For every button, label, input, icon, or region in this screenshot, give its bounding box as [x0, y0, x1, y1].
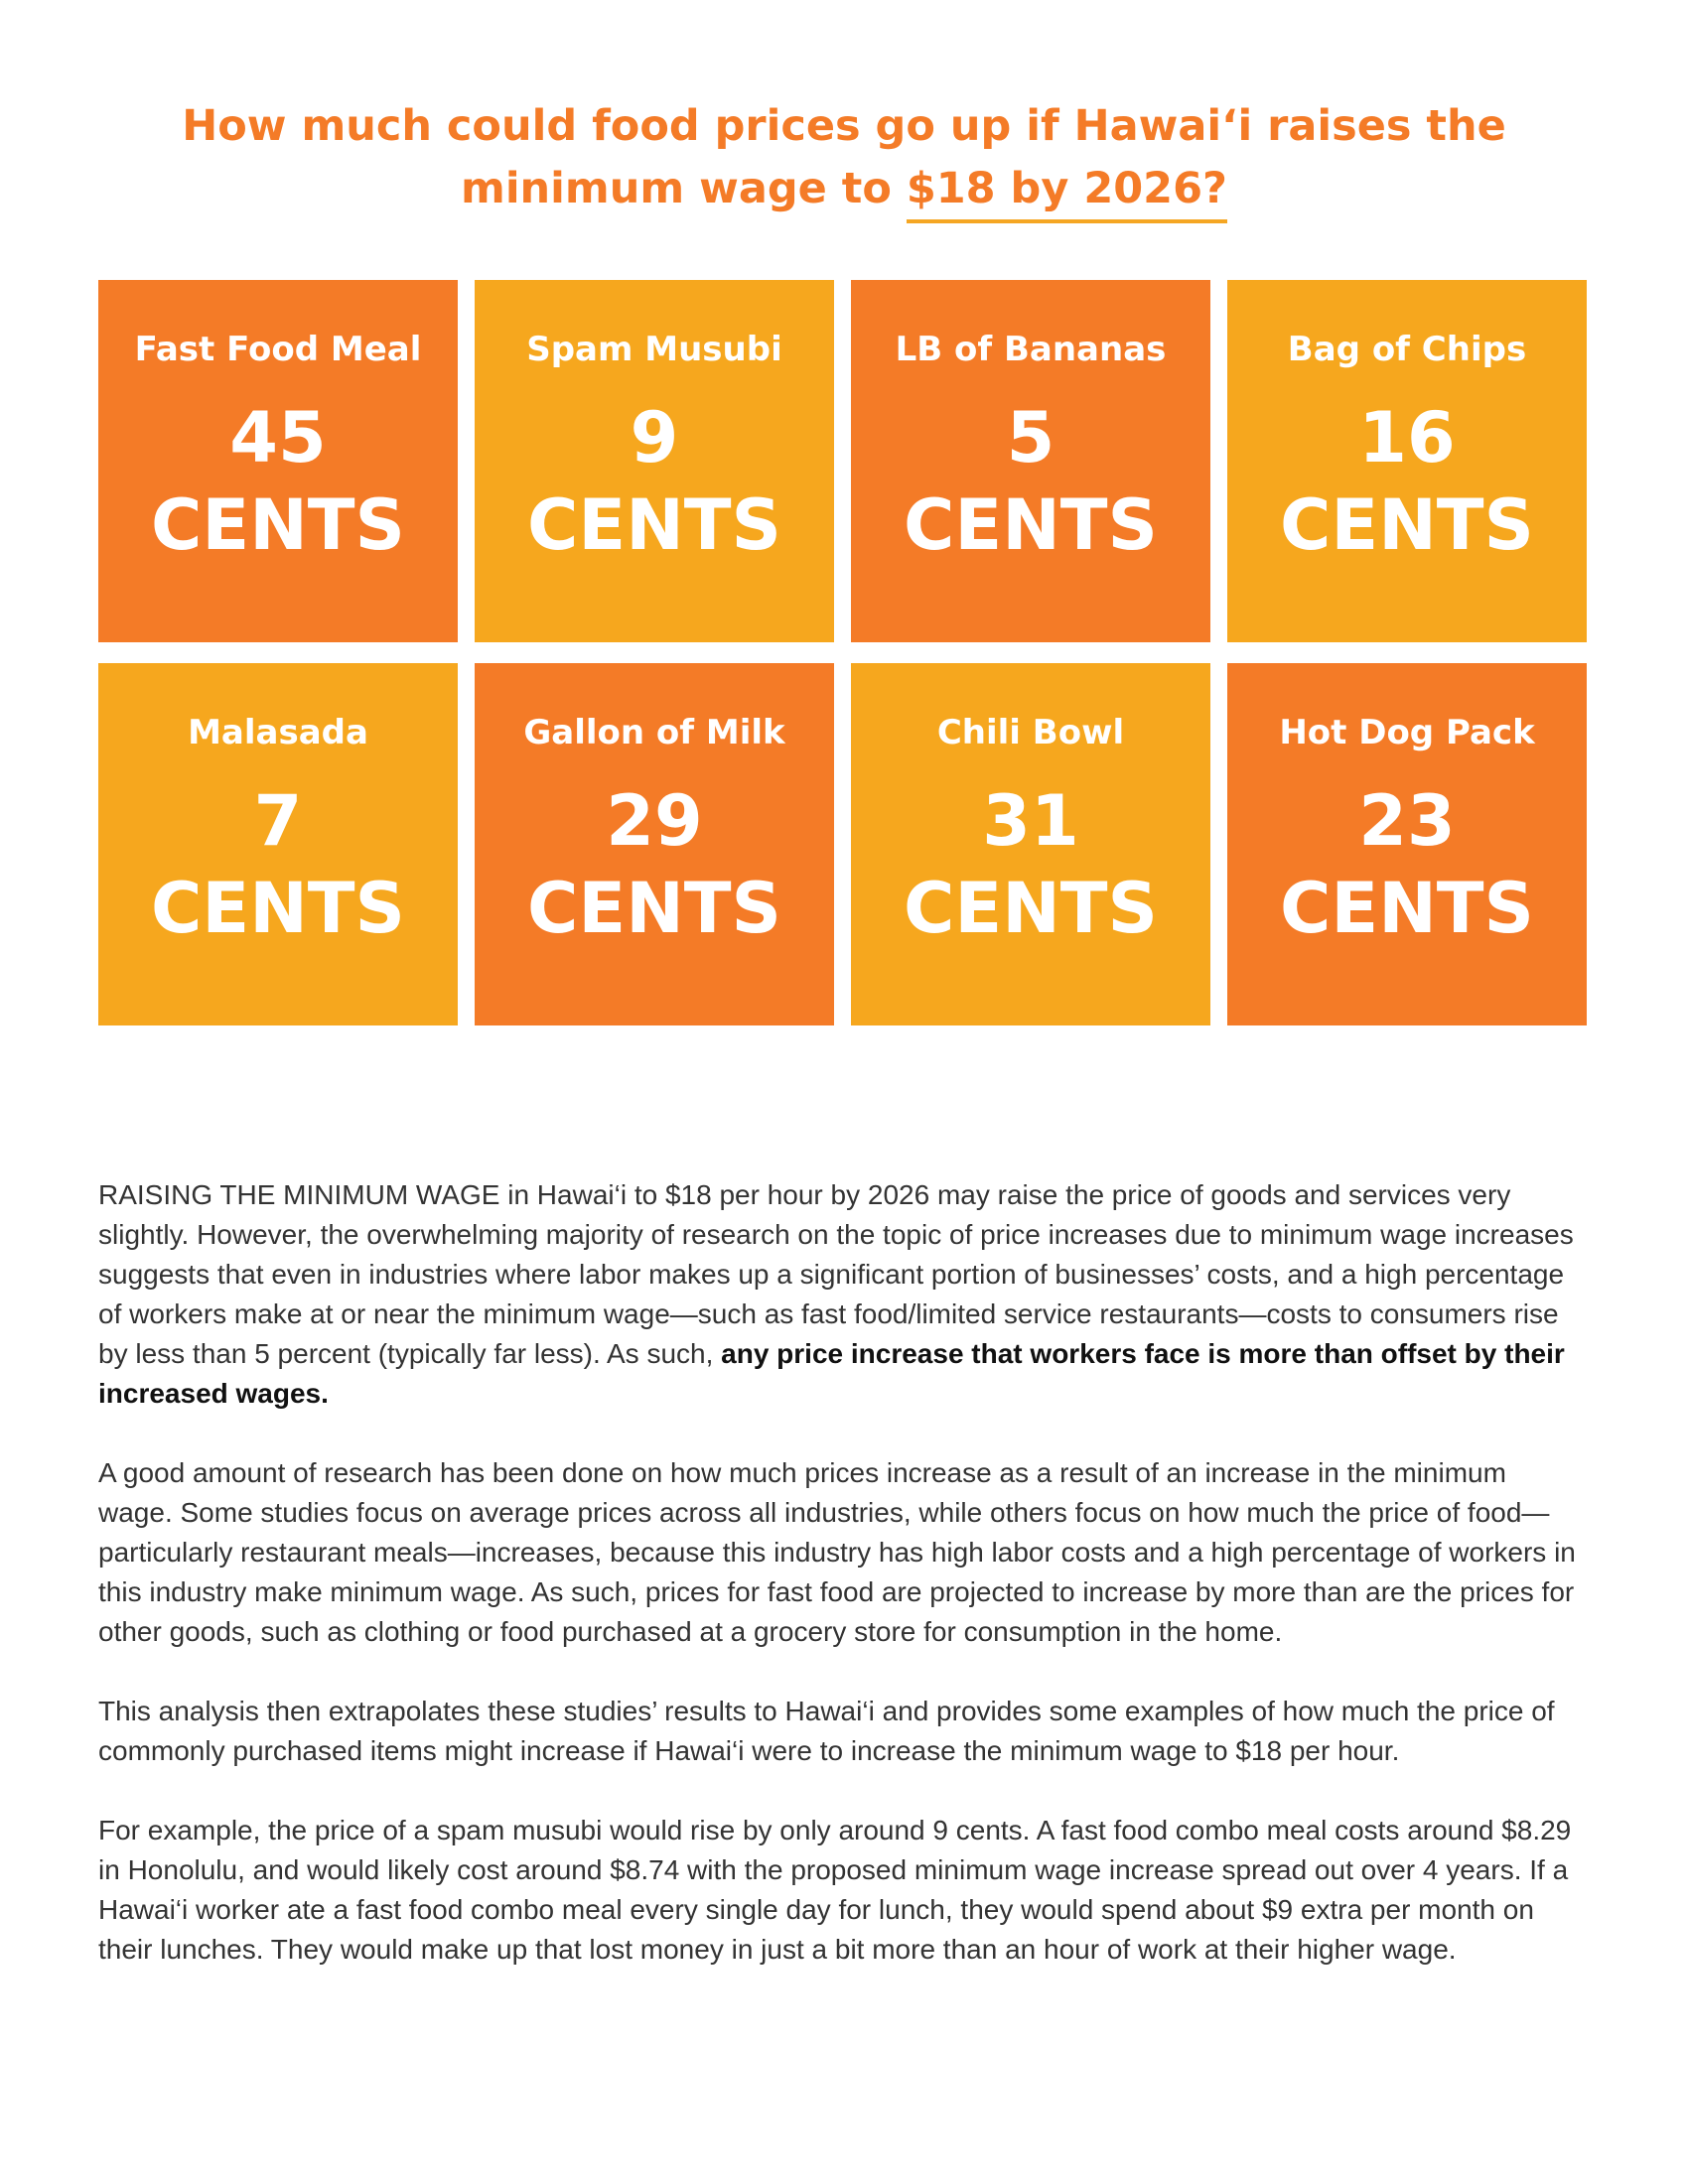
paragraph-1: [98, 1175, 1588, 1414]
tile-name: Gallon of Milk: [523, 713, 785, 752]
tile-hot-dog-pack: [1227, 663, 1587, 1025]
tile-unit: CENTS: [904, 484, 1158, 566]
tile-lb-of-bananas: [851, 280, 1210, 642]
tile-value: 45: [229, 397, 327, 478]
tile-unit: CENTS: [1280, 484, 1534, 566]
tile-unit: CENTS: [1280, 868, 1534, 949]
tile-value: 31: [982, 780, 1079, 862]
tile-unit: CENTS: [527, 484, 781, 566]
tile-name: Chili Bowl: [936, 713, 1125, 752]
tile-unit: CENTS: [151, 484, 405, 566]
tile-chili-bowl: [851, 663, 1210, 1025]
tile-value: 29: [606, 780, 703, 862]
tile-name: Hot Dog Pack: [1279, 713, 1535, 752]
tile-value: 23: [1358, 780, 1456, 862]
tile-name: Fast Food Meal: [134, 330, 422, 369]
tile-fast-food-meal: [98, 280, 458, 642]
tile-value: 9: [630, 397, 679, 478]
paragraph-1-bold: any price increase that workers face is more than offset by their increased wages.: [98, 1338, 1565, 1409]
paragraph-4: For example, the price of a spam musubi would rise by only around 9 cents. A fast food combo meal costs around $8.29 in Honolulu, and would likely cost around $8.74 with the proposed minimum wage increase spread out over 4 years. If a Hawai‘i worker ate a fast food combo meal every single day for lunch, they would spend about $9 extra per month on their lunches. They would make up that lost money in just a bit more than an hour of work at their higher wage.: [98, 1815, 1572, 1965]
tile-unit: CENTS: [904, 868, 1158, 949]
tile-bag-of-chips: [1227, 280, 1587, 642]
paragraph-1-text: RAISING THE MINIMUM WAGE in Hawai‘i to $18 per hour by 2026 may raise the price of goods and services very slightly. However, the overwhelming majority of research on the topic of price increases due to minimum wage increases suggests that even in industries where labor makes up a significant portion of businesses’ costs, and a high percentage of workers make at or near the minimum wage—such as fast food/limited service restaurants—costs to consumers rise by less than 5 percent (typically far less). As such,: [98, 1179, 1574, 1369]
tile-spam-musubi: [475, 280, 834, 642]
tile-name: Spam Musubi: [526, 330, 782, 369]
paragraph-2: A good amount of research has been done on how much prices increase as a result of an increase in the minimum wage. Some studies focus on average prices across all industries, while others focus on how much the price of food—particularly restaurant meals—increases, because this industry has high labor costs and a high percentage of workers in this industry make minimum wage. As such, prices for fast food are projected to increase by more than are the prices for other goods, such as clothing or food purchased at a grocery store for consumption in the home.: [98, 1457, 1576, 1647]
tile-unit: CENTS: [151, 868, 405, 949]
price-tile-grid: [98, 280, 1588, 1025]
tile-value: 16: [1358, 397, 1456, 478]
tile-name: Bag of Chips: [1287, 330, 1527, 369]
paragraph-3: This analysis then extrapolates these studies’ results to Hawai‘i and provides some examples of how much the price of commonly purchased items might increase if Hawai‘i were to increase the minimum wage to $18 per hour.: [98, 1696, 1555, 1766]
tile-unit: CENTS: [527, 868, 781, 949]
tile-name: LB of Bananas: [895, 330, 1167, 369]
tile-gallon-of-milk: [475, 663, 834, 1025]
tile-name: Malasada: [188, 713, 368, 752]
tile-value: 7: [253, 780, 303, 862]
page-title: [0, 95, 1688, 223]
tile-value: 5: [1006, 397, 1055, 478]
body-text: [98, 1175, 1588, 2009]
title-highlight: $18 by 2026?: [907, 160, 1227, 223]
title-line-2-prefix: minimum wage to: [461, 164, 907, 213]
title-line-1: How much could food prices go up if Hawai‘i raises the: [182, 101, 1506, 151]
tile-malasada: [98, 663, 458, 1025]
